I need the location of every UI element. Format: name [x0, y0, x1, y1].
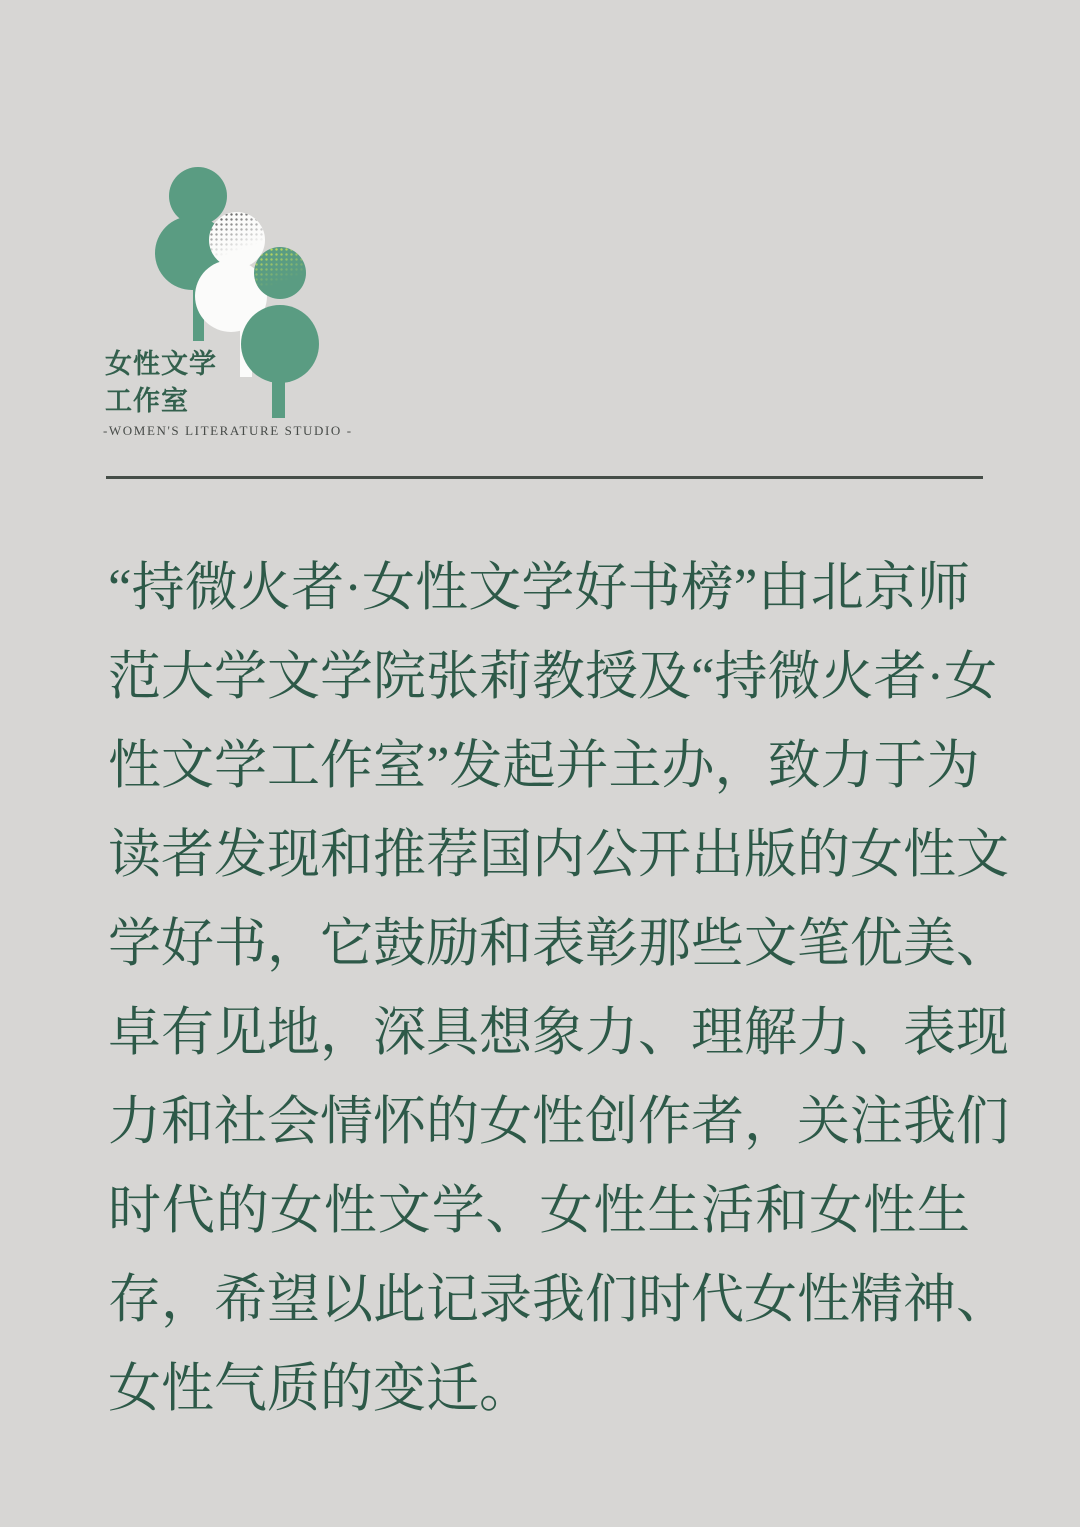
paragraph-line: 存，希望以此记录我们时代女性精神、	[108, 1271, 1009, 1329]
tree-crown-bottom	[241, 305, 319, 383]
paragraph-line: 卓有见地，深具想象力、理解力、表现	[108, 1004, 1009, 1062]
logo-title-line2: 工作室	[105, 386, 189, 416]
tree-crown-top	[254, 247, 306, 299]
paragraph-line: 范大学文学院张莉教授及“持微火者·女	[108, 648, 998, 706]
divider-line	[106, 476, 983, 479]
paragraph-line: “持微火者·女性文学好书榜”由北京师	[108, 559, 970, 617]
logo-title-line1: 女性文学	[105, 349, 217, 379]
logo-title	[105, 346, 217, 420]
paragraph-line: 力和社会情怀的女性创作者，关注我们	[108, 1093, 1009, 1151]
paragraph-line: 学好书，它鼓励和表彰那些文笔优美、	[108, 915, 1009, 973]
body-paragraph	[108, 544, 1009, 1434]
paragraph-line: 时代的女性文学、女性生活和女性生	[108, 1182, 970, 1240]
paragraph-line: 性文学工作室”发起并主办，致力于为	[108, 737, 980, 795]
paragraph-line: 女性气质的变迁。	[108, 1360, 532, 1418]
logo-tagline: -WOMEN'S LITERATURE STUDIO -	[103, 423, 353, 438]
paragraph-line: 读者发现和推荐国内公开出版的女性文	[108, 826, 1009, 884]
